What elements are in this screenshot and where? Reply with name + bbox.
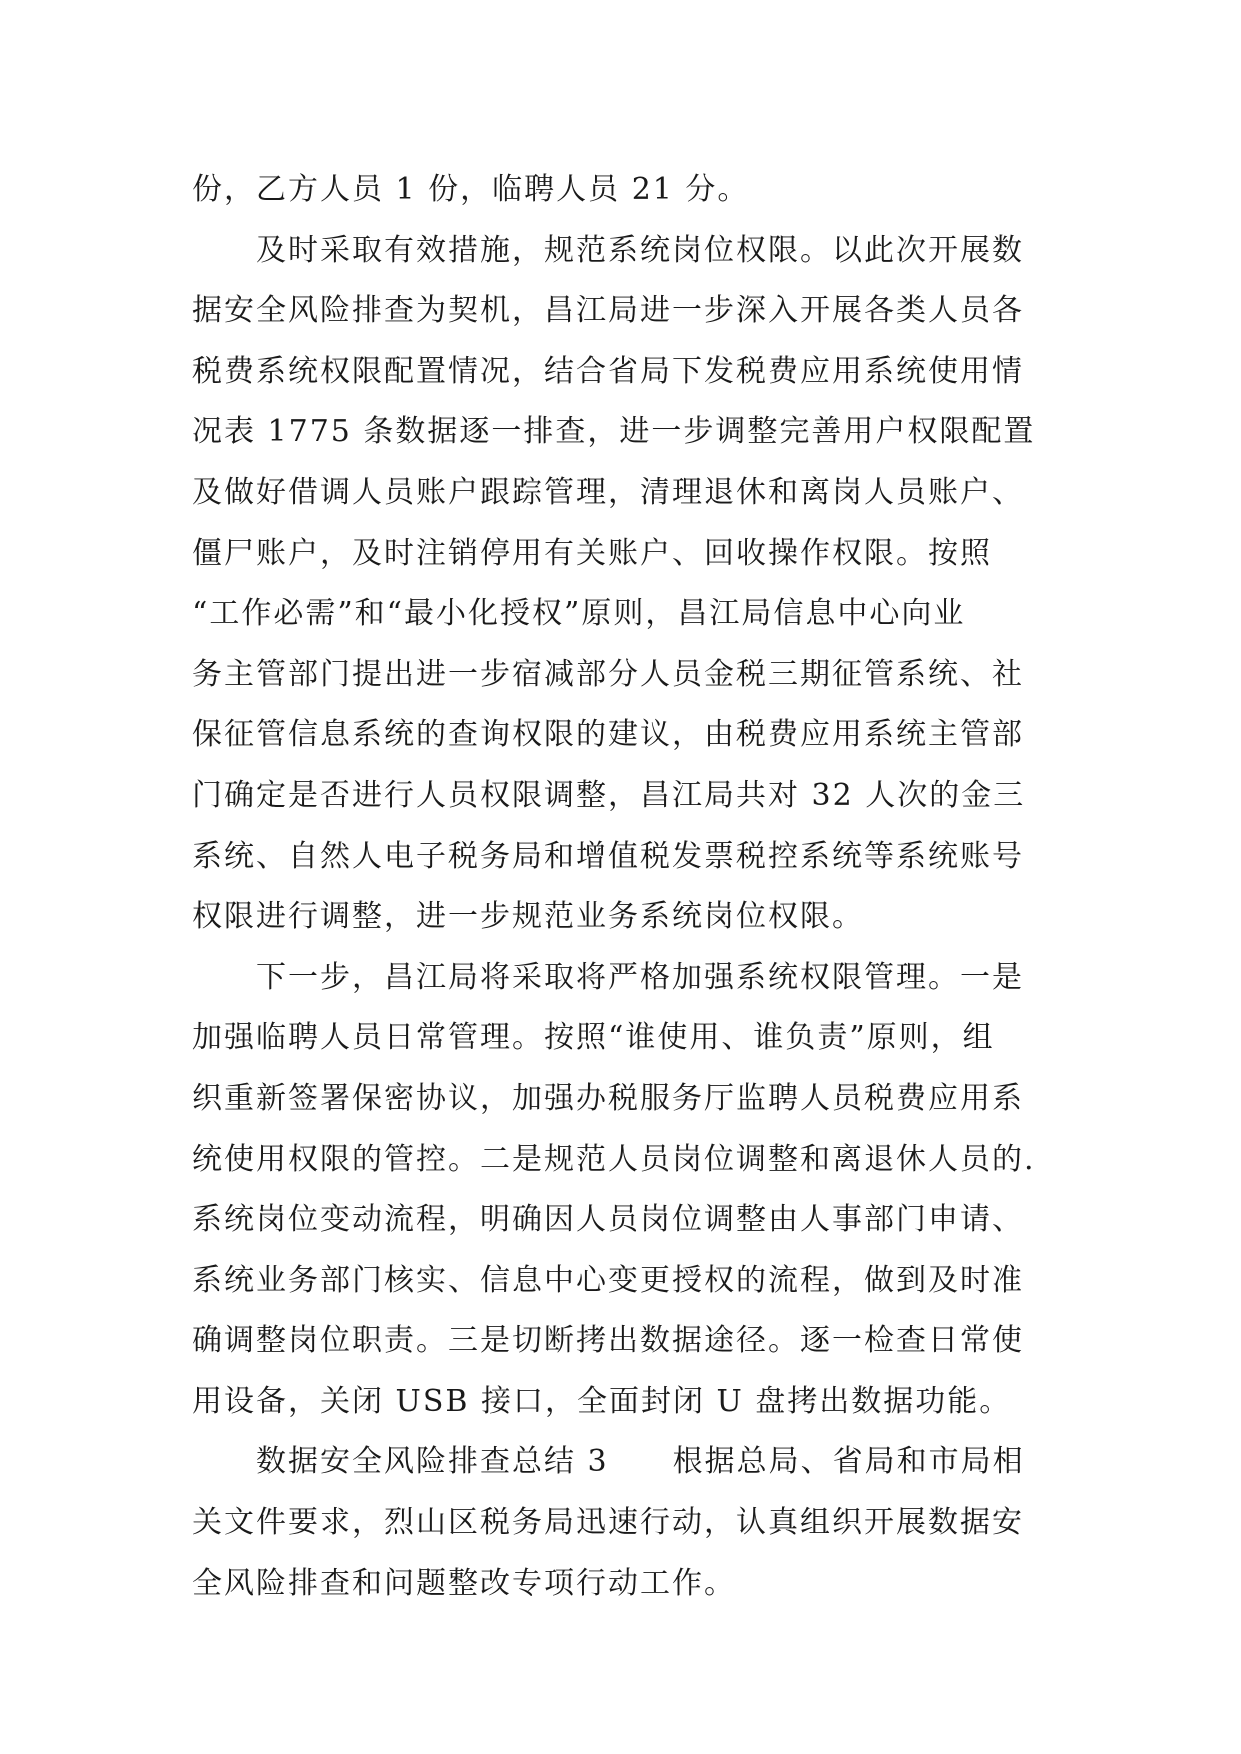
text-line: 确调整岗位职责。三是切断拷出数据途径。逐一检查日常使 [192,1323,1024,1359]
text-line: 用设备，关闭 USB 接口，全面封闭 U 盘拷出数据功能。 [192,1383,1012,1419]
text-line: 全风险排查和问题整改专项行动工作。 [192,1565,736,1601]
text-line: 系统岗位变动流程，明确因人员岗位调整由人事部门申请、 [192,1202,1024,1238]
text-line: 僵尸账户，及时注销停用有关账户、回收操作权限。按照 [192,535,992,571]
text-line: 数据安全风险排查总结 3 根据总局、省局和市局相 [192,1444,1025,1480]
text-line: 税费系统权限配置情况，结合省局下发税费应用系统使用情 [192,353,1024,389]
text-line: 加强临聘人员日常管理。按照“谁使用、谁负责”原则，组 [192,1020,995,1056]
text-line: 份，乙方人员 1 份，临聘人员 21 分。 [192,172,750,207]
text-line: 据安全风险排查为契机，昌江局进一步深入开展各类人员各 [192,293,1024,329]
text-line: 系统、自然人电子税务局和增值税发票税控系统等系统账号 [192,838,1024,874]
document-body [192,160,1072,1614]
text-line: 及时采取有效措施，规范系统岗位权限。以此次开展数 [192,232,1024,268]
text-line: 务主管部门提出进一步宿减部分人员金税三期征管系统、社 [192,656,1024,692]
text-line: 保征管信息系统的查询权限的建议，由税费应用系统主管部 [192,717,1024,753]
text-line: 门确定是否进行人员权限调整，昌江局共对 32 人次的金三 [192,777,1026,813]
text-line: “工作必需”和“最小化授权”原则，昌江局信息中心向业 [192,596,966,632]
text-line: 系统业务部门核实、信息中心变更授权的流程，做到及时准 [192,1262,1024,1298]
text-line: 织重新签署保密协议，加强办税服务厅监聘人员税费应用系 [192,1080,1024,1116]
text-line: 下一步，昌江局将采取将严格加强系统权限管理。一是 [192,959,1024,995]
text-line: 统使用权限的管控。二是规范人员岗位调整和离退休人员的. [192,1141,1036,1177]
text-line: 况表 1775 条数据逐一排查，进一步调整完善用户权限配置 [192,414,1036,450]
text-line: 关文件要求，烈山区税务局迅速行动，认真组织开展数据安 [192,1505,1024,1541]
text-line: 及做好借调人员账户跟踪管理，清理退休和离岗人员账户、 [192,474,1024,510]
text-line: 权限进行调整，进一步规范业务系统岗位权限。 [192,899,864,935]
